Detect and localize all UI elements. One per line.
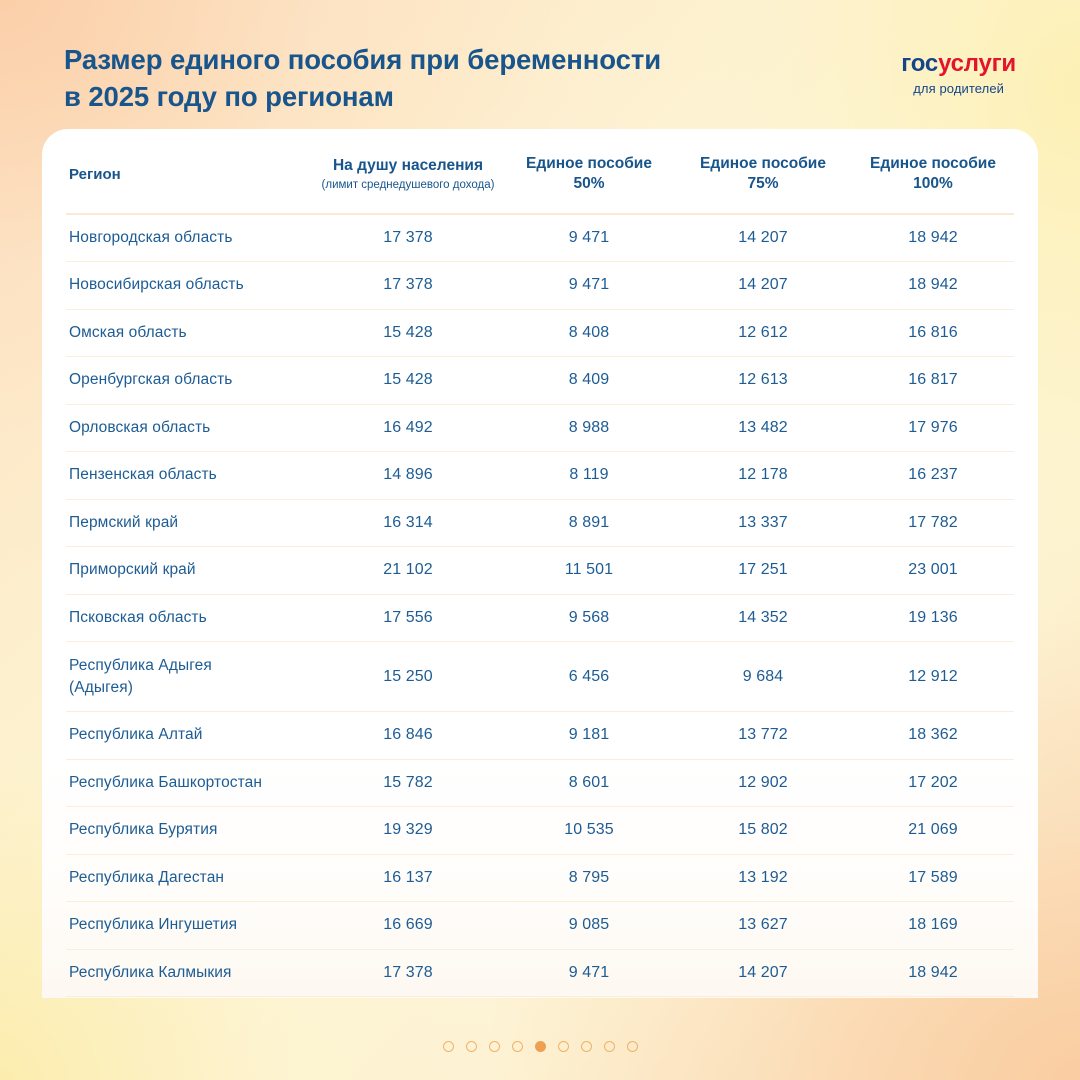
cell-region-line-1: Новосибирская область bbox=[69, 276, 244, 294]
column-header-benefit-75 bbox=[674, 129, 852, 214]
table-row bbox=[66, 214, 1014, 262]
cell-region-line-1: Республика Адыгея bbox=[69, 656, 212, 674]
table-row bbox=[66, 404, 1014, 452]
column-header-region-label: Регион bbox=[69, 165, 121, 183]
cell-benefit-100: 17 976 bbox=[852, 404, 1014, 452]
table-row bbox=[66, 452, 1014, 500]
page-title-line-2: в 2025 году по регионам bbox=[64, 80, 394, 112]
cell-per-capita: 16 669 bbox=[312, 902, 504, 950]
pagination-dot[interactable] bbox=[466, 1041, 477, 1052]
logo-wordmark-gos: гос bbox=[901, 50, 939, 77]
cell-benefit-100: 17 589 bbox=[852, 854, 1014, 902]
cell-benefit-50: 8 988 bbox=[504, 404, 674, 452]
cell-region bbox=[66, 949, 312, 997]
cell-benefit-50: 8 409 bbox=[504, 357, 674, 405]
table-row bbox=[66, 759, 1014, 807]
cell-per-capita: 16 314 bbox=[312, 499, 504, 547]
cell-benefit-100: 16 237 bbox=[852, 452, 1014, 500]
cell-benefit-50: 9 181 bbox=[504, 712, 674, 760]
table-body bbox=[66, 214, 1014, 997]
column-header-benefit-100 bbox=[852, 129, 1014, 214]
pagination-dot-active[interactable] bbox=[535, 1041, 546, 1052]
column-header-per-capita bbox=[312, 129, 504, 214]
cell-region bbox=[66, 902, 312, 950]
table-row bbox=[66, 902, 1014, 950]
cell-benefit-100: 23 001 bbox=[852, 547, 1014, 595]
cell-benefit-75: 12 613 bbox=[674, 357, 852, 405]
cell-benefit-100: 18 362 bbox=[852, 712, 1014, 760]
cell-benefit-75: 13 772 bbox=[674, 712, 852, 760]
table-row bbox=[66, 807, 1014, 855]
column-header-benefit-75-label: Единое пособие bbox=[700, 155, 826, 172]
pagination-dot[interactable] bbox=[604, 1041, 615, 1052]
cell-region bbox=[66, 854, 312, 902]
cell-benefit-50: 8 601 bbox=[504, 759, 674, 807]
cell-region bbox=[66, 452, 312, 500]
table-row bbox=[66, 712, 1014, 760]
cell-region-line-1: Республика Башкортостан bbox=[69, 773, 263, 791]
cell-region-line-1: Омская область bbox=[69, 323, 187, 341]
pagination-dot[interactable] bbox=[581, 1041, 592, 1052]
cell-benefit-75: 14 207 bbox=[674, 214, 852, 262]
cell-per-capita: 17 378 bbox=[312, 949, 504, 997]
column-header-benefit-50-label: Единое пособие bbox=[526, 155, 652, 172]
cell-benefit-50: 9 085 bbox=[504, 902, 674, 950]
cell-benefit-50: 11 501 bbox=[504, 547, 674, 595]
table-row bbox=[66, 499, 1014, 547]
cell-region bbox=[66, 214, 312, 262]
cell-per-capita: 17 378 bbox=[312, 214, 504, 262]
column-header-per-capita-label: На душу населения bbox=[332, 157, 484, 174]
cell-benefit-50: 8 119 bbox=[504, 452, 674, 500]
cell-benefit-75: 15 802 bbox=[674, 807, 852, 855]
page-title-line-1: Размер единого пособия при беременности bbox=[64, 44, 662, 75]
cell-benefit-100: 12 912 bbox=[852, 642, 1014, 712]
cell-per-capita: 14 896 bbox=[312, 452, 504, 500]
page-title bbox=[38, 30, 661, 115]
cell-region-line-2: (Адыгея) bbox=[69, 678, 133, 696]
cell-benefit-50: 9 568 bbox=[504, 594, 674, 642]
cell-benefit-50: 6 456 bbox=[504, 642, 674, 712]
cell-region bbox=[66, 807, 312, 855]
carousel-pagination[interactable] bbox=[0, 1041, 1080, 1052]
cell-region bbox=[66, 309, 312, 357]
cell-region bbox=[66, 499, 312, 547]
cell-per-capita: 17 556 bbox=[312, 594, 504, 642]
table-row bbox=[66, 594, 1014, 642]
table-header-row bbox=[66, 129, 1014, 214]
cell-benefit-75: 12 902 bbox=[674, 759, 852, 807]
cell-region bbox=[66, 262, 312, 310]
cell-benefit-100: 16 816 bbox=[852, 309, 1014, 357]
cell-region-line-1: Псковская область bbox=[69, 608, 207, 626]
cell-benefit-75: 13 482 bbox=[674, 404, 852, 452]
cell-region-line-1: Оренбургская область bbox=[69, 371, 233, 389]
cell-region bbox=[66, 759, 312, 807]
cell-benefit-50: 8 891 bbox=[504, 499, 674, 547]
table-row bbox=[66, 949, 1014, 997]
cell-benefit-75: 9 684 bbox=[674, 642, 852, 712]
table-row bbox=[66, 642, 1014, 712]
cell-benefit-75: 13 192 bbox=[674, 854, 852, 902]
cell-benefit-100: 18 942 bbox=[852, 949, 1014, 997]
cell-region bbox=[66, 547, 312, 595]
column-header-benefit-100-pct: 100% bbox=[913, 175, 953, 192]
cell-benefit-75: 12 612 bbox=[674, 309, 852, 357]
cell-per-capita: 15 428 bbox=[312, 309, 504, 357]
column-header-region bbox=[66, 129, 312, 214]
cell-benefit-75: 17 251 bbox=[674, 547, 852, 595]
column-header-benefit-100-label: Единое пособие bbox=[870, 155, 996, 172]
cell-region bbox=[66, 642, 312, 712]
table-row bbox=[66, 547, 1014, 595]
cell-region bbox=[66, 594, 312, 642]
cell-per-capita: 16 137 bbox=[312, 854, 504, 902]
cell-benefit-75: 13 337 bbox=[674, 499, 852, 547]
cell-per-capita: 16 492 bbox=[312, 404, 504, 452]
cell-benefit-75: 14 352 bbox=[674, 594, 852, 642]
cell-benefit-50: 9 471 bbox=[504, 949, 674, 997]
table-row bbox=[66, 309, 1014, 357]
header bbox=[38, 30, 1038, 130]
cell-per-capita: 21 102 bbox=[312, 547, 504, 595]
cell-region-line-1: Республика Алтай bbox=[69, 726, 203, 744]
logo-wordmark-uslugi: услуги bbox=[938, 50, 1016, 77]
pagination-dot[interactable] bbox=[627, 1041, 638, 1052]
cell-per-capita: 19 329 bbox=[312, 807, 504, 855]
cell-region-line-1: Республика Бурятия bbox=[69, 821, 218, 839]
cell-benefit-50: 8 408 bbox=[504, 309, 674, 357]
cell-region-line-1: Республика Калмыкия bbox=[69, 963, 232, 981]
cell-region-line-1: Республика Ингушетия bbox=[69, 916, 238, 934]
table-row bbox=[66, 854, 1014, 902]
gosuslugi-logo bbox=[901, 30, 1038, 95]
cell-region bbox=[66, 357, 312, 405]
cell-benefit-75: 13 627 bbox=[674, 902, 852, 950]
table-card bbox=[42, 129, 1038, 998]
cell-region-line-1: Пензенская область bbox=[69, 466, 217, 484]
cell-benefit-100: 18 942 bbox=[852, 262, 1014, 310]
pagination-dot[interactable] bbox=[558, 1041, 569, 1052]
cell-benefit-100: 17 202 bbox=[852, 759, 1014, 807]
cell-benefit-50: 8 795 bbox=[504, 854, 674, 902]
benefits-table bbox=[66, 129, 1014, 997]
logo-subtitle: для родителей bbox=[913, 81, 1005, 96]
cell-benefit-100: 16 817 bbox=[852, 357, 1014, 405]
table-header bbox=[66, 129, 1014, 214]
cell-per-capita: 15 250 bbox=[312, 642, 504, 712]
cell-benefit-100: 18 169 bbox=[852, 902, 1014, 950]
cell-benefit-75: 12 178 bbox=[674, 452, 852, 500]
column-header-per-capita-sub: (лимит среднедушевого дохода) bbox=[321, 179, 495, 191]
cell-per-capita: 15 428 bbox=[312, 357, 504, 405]
cell-benefit-75: 14 207 bbox=[674, 949, 852, 997]
cell-region bbox=[66, 404, 312, 452]
cell-per-capita: 15 782 bbox=[312, 759, 504, 807]
cell-benefit-75: 14 207 bbox=[674, 262, 852, 310]
cell-region-line-1: Республика Дагестан bbox=[69, 868, 225, 886]
table-row bbox=[66, 357, 1014, 405]
cell-region-line-1: Приморский край bbox=[69, 561, 196, 579]
table-row bbox=[66, 262, 1014, 310]
cell-benefit-50: 10 535 bbox=[504, 807, 674, 855]
column-header-benefit-50-pct: 50% bbox=[573, 175, 605, 192]
cell-region bbox=[66, 712, 312, 760]
cell-benefit-50: 9 471 bbox=[504, 214, 674, 262]
cell-benefit-50: 9 471 bbox=[504, 262, 674, 310]
cell-per-capita: 16 846 bbox=[312, 712, 504, 760]
column-header-benefit-50 bbox=[504, 129, 674, 214]
cell-per-capita: 17 378 bbox=[312, 262, 504, 310]
column-header-benefit-75-pct: 75% bbox=[747, 175, 779, 192]
pagination-dot[interactable] bbox=[512, 1041, 523, 1052]
cell-region-line-1: Пермский край bbox=[69, 513, 179, 531]
cell-benefit-100: 18 942 bbox=[852, 214, 1014, 262]
cell-benefit-100: 19 136 bbox=[852, 594, 1014, 642]
cell-benefit-100: 21 069 bbox=[852, 807, 1014, 855]
cell-region-line-1: Новгородская область bbox=[69, 229, 233, 246]
cell-region-line-1: Орловская область bbox=[69, 418, 211, 436]
pagination-dot[interactable] bbox=[489, 1041, 500, 1052]
logo-wordmark bbox=[901, 52, 1016, 76]
cell-benefit-100: 17 782 bbox=[852, 499, 1014, 547]
pagination-dot[interactable] bbox=[443, 1041, 454, 1052]
